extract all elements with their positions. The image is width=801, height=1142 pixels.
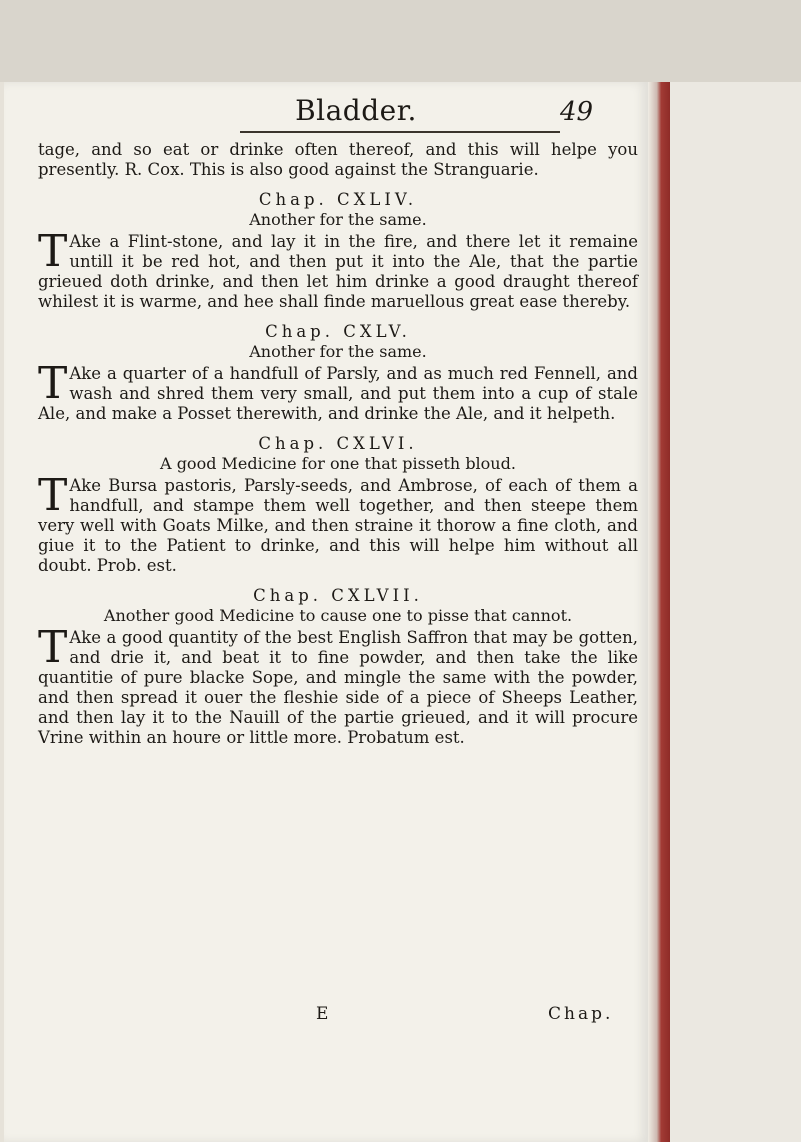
paragraph-text: Ake Bursa pastoris, Parsly-seeds, and Ambrose, of each of them a handfull, and stampe them well together, and then steepe them very well with Goats Milke, and then straine it thorow a fine cloth, and giue it to the Patient to drinke, and this will helpe him without all doubt. Prob. est.	[38, 476, 638, 575]
chapter-heading: Chap. CXLV.	[265, 322, 411, 341]
recipe-paragraph	[38, 470, 638, 576]
initial-letter: T	[38, 470, 68, 521]
paragraph-text: tage, and so eat or drinke often thereof, and this will helpe you presently. R. Cox. This is also good against the Stranguarie.	[38, 140, 638, 179]
header-rule	[240, 131, 560, 133]
recipe-paragraph	[38, 622, 638, 748]
running-head: Bladder.	[295, 94, 417, 127]
chapter-heading: Chap. CXLVII.	[253, 586, 423, 605]
initial-letter: T	[38, 358, 68, 409]
recipe-title: A good Medicine for one that pisseth bloud.	[160, 454, 516, 473]
recipe-paragraph	[38, 140, 638, 180]
initial-letter: T	[38, 226, 68, 277]
chapter-heading: Chap. CXLVI.	[258, 434, 418, 453]
initial-letter: T	[38, 622, 68, 673]
paragraph-text: Ake a quarter of a handfull of Parsly, and as much red Fennell, and wash and shred them very small, and put them into a cup of stale Ale, and make a Posset therewith, and drinke the Ale, and it helpeth.	[38, 364, 638, 423]
recipe-paragraph	[38, 358, 638, 424]
recipe-title: Another for the same.	[249, 210, 427, 229]
recipe-paragraph	[38, 226, 638, 312]
page-number: 49	[560, 97, 594, 127]
scan-background	[670, 82, 801, 1142]
paragraph-text: Ake a good quantity of the best English Saffron that may be gotten, and drie it, and beat it to fine powder, and then take the like quantitie of pure blacke Sope, and mingle the same with the powder, and then spread it ouer the fleshie side of a piece of Sheeps Leather, and then lay it to the Nauill of the partie grieued, and it will procure Vrine within an houre or little more. Probatum est.	[38, 628, 638, 747]
recipe-title: Another good Medicine to cause one to pisse that cannot.	[103, 606, 573, 625]
recipe-title: Another for the same.	[249, 342, 427, 361]
paragraph-text: Ake a Flint-stone, and lay it in the fire, and there let it remaine untill it be red hot, and then put it into the Ale, that the partie grieued doth drinke, and then let him drinke a good draught thereof whilest it is warme, and hee shall finde maruellous great ease thereby.	[38, 232, 638, 311]
body-text	[38, 140, 638, 748]
chapter-heading: Chap. CXLIV.	[258, 190, 418, 209]
red-page-edge	[648, 82, 670, 1142]
scan-top-margin	[0, 0, 801, 82]
catchword: Chap.	[548, 1004, 614, 1024]
signature-mark: E	[316, 1004, 331, 1024]
